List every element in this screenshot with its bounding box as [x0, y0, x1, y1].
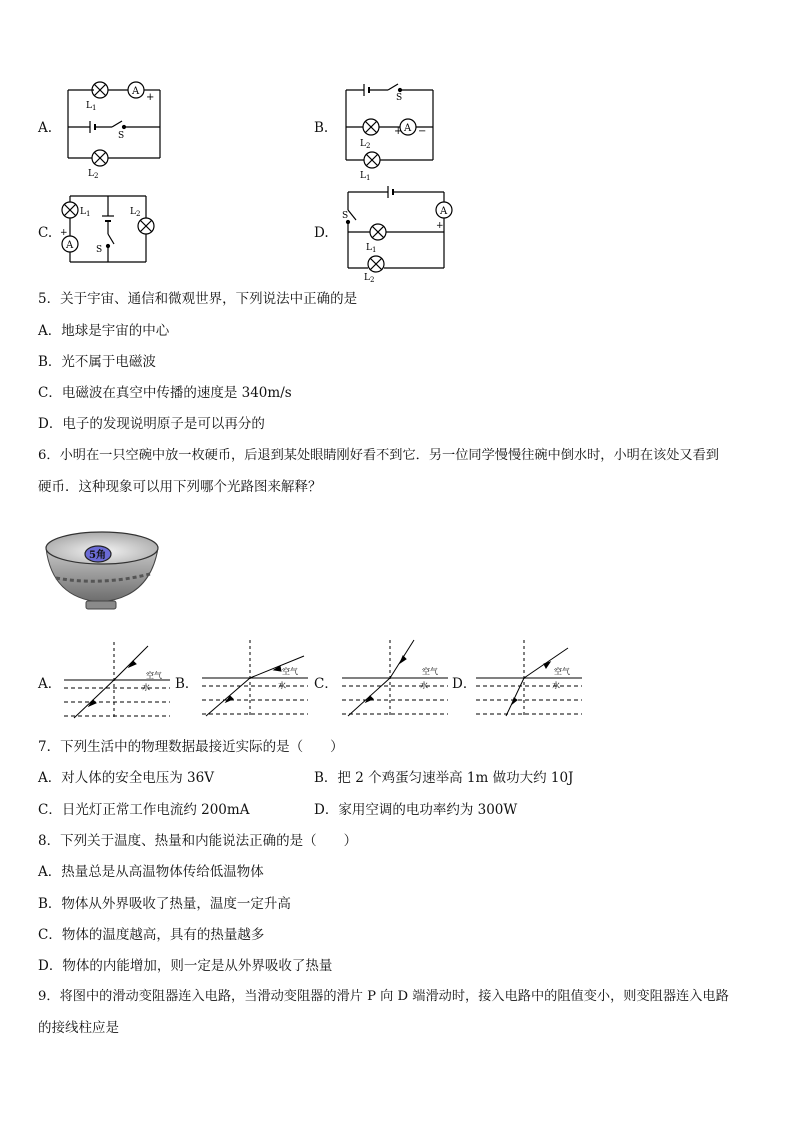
svg-text:2: 2: [370, 276, 375, 282]
svg-text:L: L: [364, 273, 370, 282]
circuit-diagram-c: [58, 190, 163, 270]
light-path-diagram-c: [340, 638, 450, 718]
svg-text:水: 水: [142, 683, 150, 692]
svg-text:L: L: [360, 139, 366, 149]
svg-text:L: L: [366, 243, 372, 253]
q5-option-c[interactable]: C．电磁波在真空中传播的速度是 340m/s: [38, 385, 292, 401]
svg-text:空气: 空气: [422, 667, 438, 676]
svg-text:空气: 空气: [146, 671, 162, 680]
svg-text:1: 1: [92, 104, 97, 112]
q5-stem: 5．关于宇宙、通信和微观世界，下列说法中正确的是: [38, 291, 358, 307]
q4-option-a-letter: A.: [38, 120, 53, 136]
svg-text:水: 水: [552, 681, 560, 690]
svg-text:+: +: [394, 126, 403, 137]
svg-text:S: S: [396, 93, 403, 103]
svg-text:空气: 空气: [282, 667, 298, 676]
circuit-diagram-d: [338, 180, 458, 282]
svg-text:A: A: [66, 240, 74, 251]
q9-stem-line1: 9．将图中的滑动变阻器连入电路，当滑动变阻器的滑片 P 向 D 端滑动时，接入电路中的阻值变小，则变阻器连入电路: [38, 989, 729, 1004]
svg-text:2: 2: [94, 172, 99, 180]
svg-text:L: L: [80, 207, 86, 217]
svg-text:L: L: [360, 171, 366, 180]
q4-option-b-letter: B.: [314, 120, 329, 136]
circuit-diagram-b: [338, 80, 443, 180]
q5-option-a[interactable]: A．地球是宇宙的中心: [38, 323, 170, 339]
q6-stem-line2: 硬币．这种现象可以用下列哪个光路图来解释？: [38, 479, 322, 495]
q7-option-b[interactable]: B．把 2 个鸡蛋匀速举高 1m 做功大约 10J: [314, 770, 574, 786]
q8-option-d[interactable]: D．物体的内能增加，则一定是从外界吸收了热量: [38, 958, 333, 974]
svg-text:A: A: [132, 86, 140, 97]
q7-option-d[interactable]: D．家用空调的电功率约为 300W: [314, 802, 518, 818]
svg-text:L: L: [86, 101, 92, 111]
q7-option-a[interactable]: A．对人体的安全电压为 36V: [38, 770, 214, 786]
q8-stem: 8．下列关于温度、热量和内能说法正确的是（ ）: [38, 833, 358, 849]
svg-text:1: 1: [366, 174, 371, 180]
q5-option-b[interactable]: B．光不属于电磁波: [38, 354, 156, 370]
light-path-diagram-a: [62, 640, 172, 720]
light-path-diagram-d: [474, 638, 584, 718]
svg-text:+: +: [146, 92, 155, 103]
q9-stem-line2: 的接线柱应是: [38, 1020, 119, 1036]
svg-text:+: +: [60, 228, 68, 238]
svg-text:L: L: [88, 169, 94, 179]
circuit-diagram-a: [60, 72, 170, 182]
bowl-with-coin-image: [42, 528, 162, 613]
svg-text:2: 2: [366, 142, 371, 150]
svg-text:1: 1: [86, 210, 91, 218]
svg-text:+: +: [436, 221, 444, 231]
svg-text:水: 水: [278, 681, 286, 690]
svg-text:S: S: [118, 131, 125, 141]
q7-stem: 7．下列生活中的物理数据最接近实际的是（ ）: [38, 739, 344, 755]
q5-option-d[interactable]: D．电子的发现说明原子是可以再分的: [38, 416, 265, 432]
svg-text:2: 2: [136, 210, 141, 218]
q4-option-c-letter: C.: [38, 225, 53, 241]
q8-option-b[interactable]: B．物体从外界吸收了热量，温度一定升高: [38, 896, 291, 912]
svg-text:S: S: [96, 245, 103, 255]
svg-text:A: A: [440, 206, 448, 217]
svg-text:S: S: [342, 211, 349, 221]
q6-stem-line1: 6．小明在一只空碗中放一枚硬币，后退到某处眼睛刚好看不到它．另一位同学慢慢往碗中倒水时，小明在该处又看到: [38, 448, 719, 463]
light-path-diagram-b: [200, 638, 310, 718]
svg-text:−: −: [418, 126, 427, 137]
svg-text:水: 水: [420, 681, 428, 690]
q8-option-c[interactable]: C．物体的温度越高，具有的热量越多: [38, 927, 265, 943]
q8-option-a[interactable]: A．热量总是从高温物体传给低温物体: [38, 864, 264, 880]
q4-option-d-letter: D.: [314, 225, 329, 241]
svg-text:5角: 5角: [89, 550, 106, 561]
svg-text:L: L: [130, 207, 136, 217]
svg-text:1: 1: [372, 246, 377, 254]
svg-text:A: A: [404, 123, 412, 134]
svg-text:空气: 空气: [554, 667, 570, 676]
q7-option-c[interactable]: C．日光灯正常工作电流约 200mA: [38, 802, 250, 818]
